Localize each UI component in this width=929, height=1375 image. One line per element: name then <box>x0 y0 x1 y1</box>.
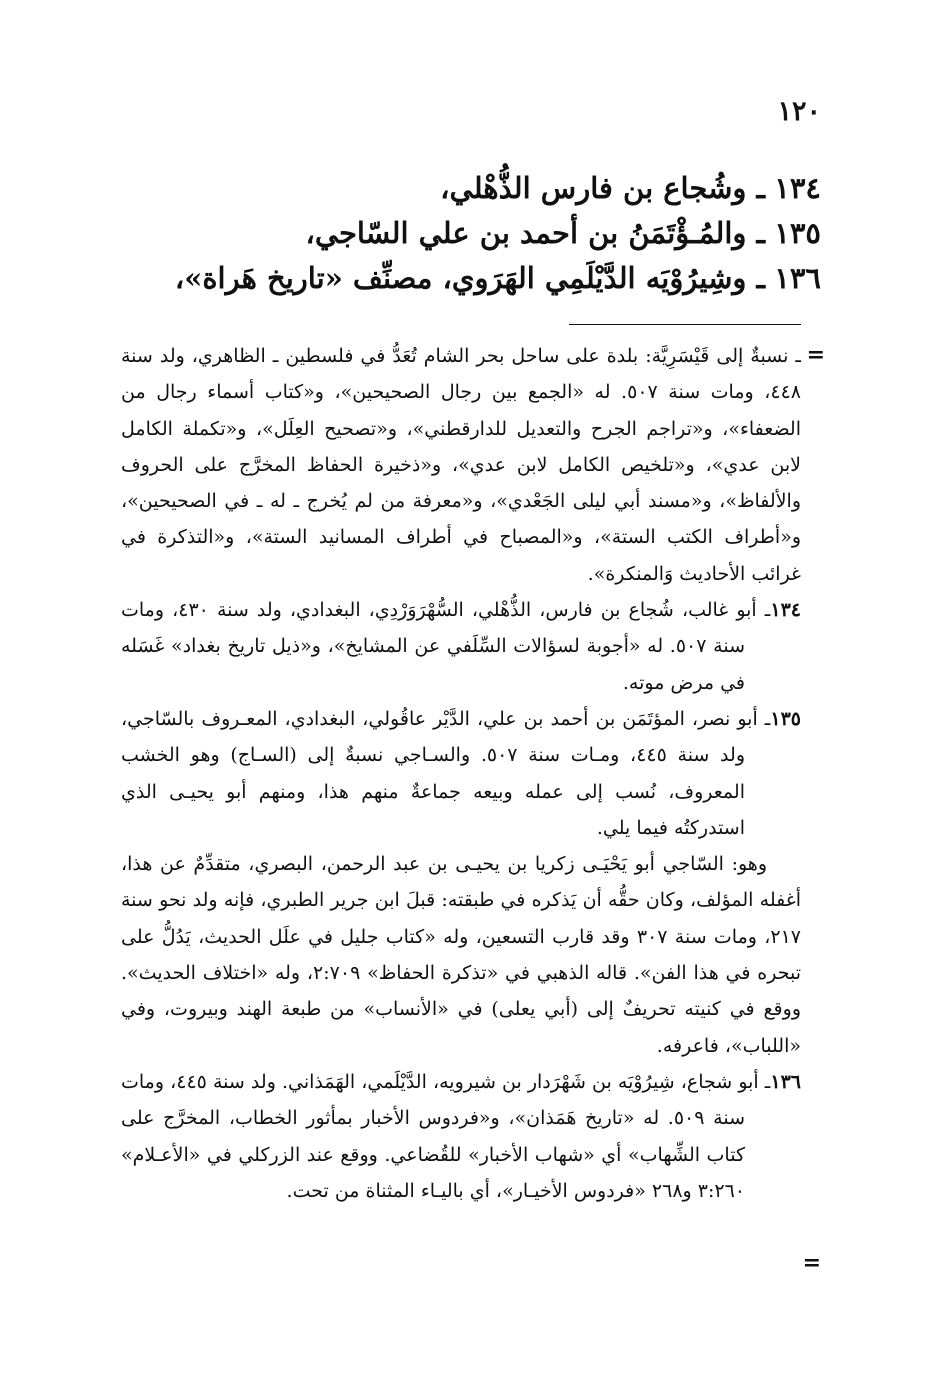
entry-text: ـ وشِيرُوْيَه الدَّيْلَمِي الهَرَوي، مصنِّف «تاريخ هَراة»، <box>174 261 765 295</box>
continuation-mark-top: = <box>806 342 825 368</box>
footnote-136 <box>121 1064 801 1209</box>
entry-number: ١٣٦ <box>774 261 821 295</box>
footnote-135 <box>121 701 801 846</box>
continuation-mark-bottom: = <box>802 1250 821 1276</box>
main-entries <box>121 166 821 301</box>
main-entry <box>121 211 821 256</box>
entry-number: ١٣٤ <box>774 171 821 205</box>
entry-text: ـ والمُـؤْتَمَنُ بن أحمد بن علي السّاجي، <box>305 216 765 250</box>
footnote-continuation <box>121 338 801 592</box>
footnote-text: ـ أبو شجاع، شِيرُوْيَه بن شَهْرَدار بن شيرويه، الدَّيْلَمي، الهَمَذاني. ولد سنة ٤٤٥، ومات سنة ٥٠٩. له «تاريخ هَمَذان»، و«فردوس الأخبار بمأثور الخطاب، المخرَّج على كتاب الشِّهاب» أي «شهاب الأخبار» للقُضاعي. ووقع عند الزركلي في «الأعـلام» ٣:٢٦٠ و٢٦٨ «فردوس الأخيـار»، أي باليـاء المثناة من تحت. <box>121 1070 771 1202</box>
footnote-text: ـ نسبةٌ إلى قَيْسَرِيَّة: بلدة على ساحل بحر الشام تُعَدُّ في فلسطين ـ الظاهري، ولد سنة ٤٤٨، ومات سنة ٥٠٧. له «الجمع بين رجال الصحيحين»، و«كتاب أسماء رجال من الضعفاء»، و«تراجم الجرح والتعديل للدارقطني»، و«تصحيح العِلَل»، و«تكملة الكامل لابن عدي»، و«تلخيص الكامل لابن عدي»، و«ذخيرة الحفاظ المخرَّج على الحروف والألفاظ»، و«مسند أبي ليلى الجَعْدي»، و«معرفة من لم يُخرج ـ له ـ في الصحيحين»، و«أطراف الكتب الستة»، و«المصباح في أطراف المسانيد الستة»، و«التذكرة في غرائب الأحاديث وَالمنكرة». <box>121 345 802 585</box>
footnote-number: ١٣٦ <box>770 1070 801 1093</box>
footnote-number: ١٣٤ <box>770 599 801 622</box>
main-entry <box>121 166 821 211</box>
page-number: ١٢٠ <box>777 96 821 127</box>
footnote-134 <box>121 592 801 701</box>
footnote-text: ـ أبو نصر، المؤتَمَن بن أحمد بن علي، الدَّيْر عاقُولي، البغدادي، المعـروف بالسّاجي، ولد سنة ٤٤٥، ومـات سنة ٥٠٧. والسـاجي نسبةٌ إلى (السـاج) وهو الخشب المعروف، نُسب إلى عمله وبيعه جماعةٌ منهم هذا، ومنهم أبو يحيـى الذي استدركتُه فيما يلي. <box>121 707 771 839</box>
footnote-135-addendum <box>121 846 801 1064</box>
main-entry <box>121 256 821 301</box>
footnote-text: وهو: السّاجي أبو يَحْيَـى زكريا بن يحيـى بن عبد الرحمن، البصري، متقدِّمٌ عن هذا، أغفله المؤلف، وكان حقُّه أن يَذكره في طبقته: قبلَ ابن جرير الطبري، فإنه ولد نحو سنة ٢١٧، ومات سنة ٣٠٧ وقد قارب التسعين، وله «كتاب جليل في علَل الحديث، يَدُلُّ على تبحره في هذا الفن». قاله الذهبي في «تذكرة الحفاظ» ٢:٧٠٩، وله «اختلاف الحديث». ووقع في كنيته تحريفٌ إلى (أبي يعلى) في «الأنساب» من طبعة الهند وبيروت، وفي «اللباب»، فاعرفه. <box>121 853 801 1057</box>
footnotes <box>121 338 801 1209</box>
footnote-number: ١٣٥ <box>770 707 801 730</box>
footnote-text: ـ أبو غالب، شُجاع بن فارس، الذُّهْلي، السُّهْرَوَرْدِي، البغدادي، ولد سنة ٤٣٠، ومات سنة ٥٠٧. له «أجوبة لسؤالات السِّلَفي عن المشايخ»، و«ذيل تاريخ بغداد» غَسَله في مرض موته. <box>121 599 771 694</box>
footnote-separator <box>569 324 801 325</box>
entry-number: ١٣٥ <box>774 216 821 250</box>
entry-text: ـ وشُجاع بن فارس الذُّهْلي، <box>440 171 765 205</box>
